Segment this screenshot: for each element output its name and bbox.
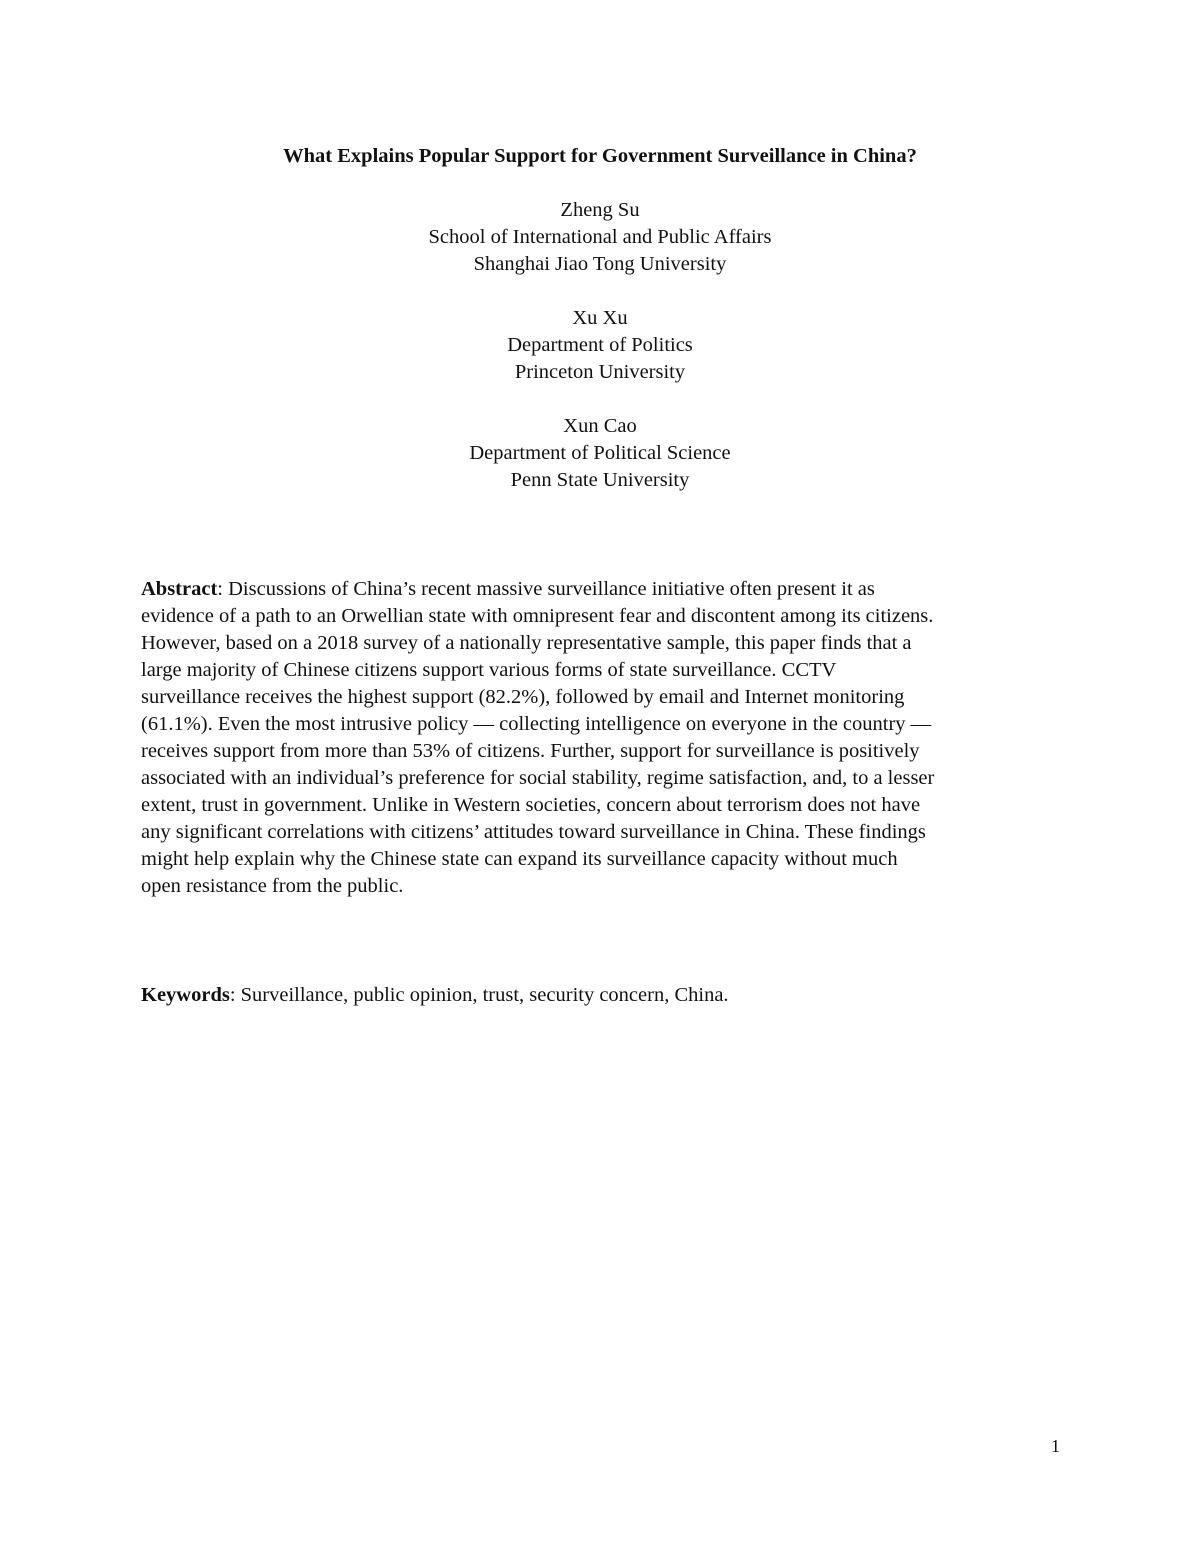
author-block (0, 413, 1200, 494)
abstract-line: However, based on a 2018 survey of a nationally representative sample, this paper finds that a (141, 632, 912, 654)
author-block (0, 305, 1200, 386)
paper-title: What Explains Popular Support for Government Surveillance in China? (283, 145, 917, 167)
abstract-line: large majority of Chinese citizens support various forms of state surveillance. CCTV (141, 659, 837, 681)
page-number: 1 (1051, 1436, 1060, 1456)
keywords (141, 982, 1061, 1009)
abstract-line: evidence of a path to an Orwellian state with omnipresent fear and discontent among its citizens. (141, 605, 934, 627)
abstract-line: surveillance receives the highest support (82.2%), followed by email and Internet monitoring (141, 686, 905, 708)
author-affiliation: Shanghai Jiao Tong University (473, 253, 727, 275)
author-affiliation: Princeton University (514, 361, 686, 383)
abstract-line: open resistance from the public. (141, 875, 404, 897)
author-name: Xun Cao (563, 415, 637, 437)
keywords-text: : Surveillance, public opinion, trust, security concern, China. (229, 984, 729, 1006)
abstract-line: extent, trust in government. Unlike in Western societies, concern about terrorism does not have (141, 794, 921, 816)
abstract-label: Abstract (141, 578, 218, 600)
keywords-label: Keywords (141, 984, 230, 1006)
abstract (141, 576, 1061, 900)
author-affiliation: School of International and Public Affairs (428, 226, 772, 248)
author-block (0, 197, 1200, 278)
abstract-line: associated with an individual’s preference for social stability, regime satisfaction, and, to a lesser (141, 767, 935, 789)
abstract-line: receives support from more than 53% of citizens. Further, support for surveillance is positively (141, 740, 920, 762)
author-name: Zheng Su (560, 199, 640, 221)
author-affiliation: Department of Politics (507, 334, 693, 356)
author-affiliation: Penn State University (510, 469, 690, 491)
abstract-line: (61.1%). Even the most intrusive policy — collecting intelligence on everyone in the country — (141, 713, 932, 735)
abstract-line: any significant correlations with citizens’ attitudes toward surveillance in China. These findings (141, 821, 926, 843)
abstract-line: might help explain why the Chinese state can expand its surveillance capacity without much (141, 848, 898, 870)
author-affiliation: Department of Political Science (469, 442, 731, 464)
author-name: Xu Xu (572, 307, 628, 329)
abstract-line (141, 576, 1061, 603)
abstract-text: : Discussions of China’s recent massive surveillance initiative often present it as (217, 578, 875, 600)
